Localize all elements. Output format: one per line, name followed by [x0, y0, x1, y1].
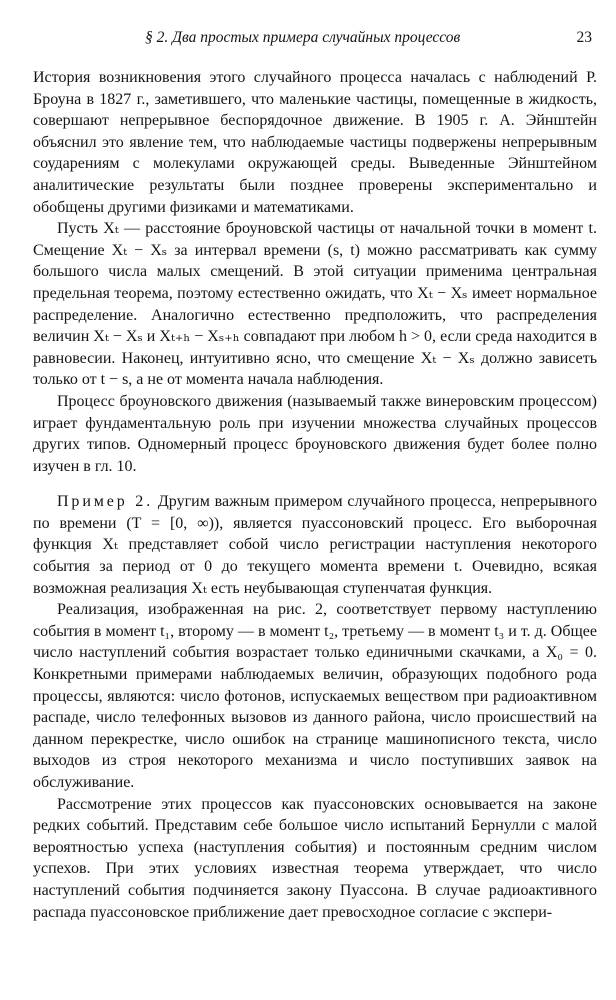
running-head: § 2. Два простых примера случайных процессов	[145, 29, 461, 46]
example-text: Другим важным примером случайного процесса, непрерывного по времени (T = [0, ∞)), является пуассоновский процесс. Его выборочная функция Xₜ представляет собой число регистрации наступления некоторого события за период от 0 до текущего момента времени t. Очевидно, всякая возможная реализация Xₜ есть неубывающая ступенчатая функция.	[33, 493, 597, 597]
example-label: Пример 2.	[57, 493, 154, 511]
paragraph-rare-events: Рассмотрение этих процессов как пуассоновских основывается на законе редких событий. Представим себе большое число испытаний Бернулли с малой вероятностью успеха (наступления события) и постоянным средним числом успехов. При этих условиях известная теорема утверждает, что число наступлений события подчиняется закону Пуассона. В случае радиоактивного распада пуассоновское приближение дает превосходное согласие с экспери-	[33, 795, 597, 921]
page-body	[33, 67, 597, 923]
page-number: 23	[576, 29, 592, 46]
paragraph-wiener-process: Процесс броуновского движения (называемый также винеровским процессом) играет фундаментальную роль при изучении множества случайных процессов других типов. Одномерный процесс броуновского движения будет более полно изучен в гл. 10.	[33, 392, 597, 475]
paragraph-example-2	[33, 491, 597, 599]
paragraph-brown-history: История возникновения этого случайного процесса началась с наблюдений Р. Броуна в 1827 г., заметившего, что маленькие частицы, помещенные в жидкость, совершают непрерывное беспорядочное движение. В 1905 г. А. Эйнштейн объяснил это явление тем, что наблюдаемые частицы подвержены непрерывным соударениям с молекулами окружающей среды. Выведенные Эйнштейном аналитические результаты были позднее проверены экспериментально и обобщены другими физиками и математиками.	[33, 69, 597, 216]
paragraph-brownian-definition: Пусть Xₜ — расстояние броуновской частицы от начальной точки в момент t. Смещение Xₜ − Xₛ за интервал времени (s, t) можно рассматривать как сумму большого числа малых смещений. В этой ситуации применима центральная предельная теорема, поэтому естественно ожидать, что Xₜ − Xₛ имеет нормальное распределение. Аналогично естественно предположить, что распределения величин Xₜ − Xₛ и Xₜ₊ₕ − Xₛ₊ₕ совпадают при любом h > 0, если среда находится в равновесии. Наконец, интуитивно ясно, что смещение Xₜ − Xₛ должно зависеть только от t − s, а не от момента начала наблюдения.	[33, 220, 597, 389]
paragraph-realization: Реализация, изображенная на рис. 2, соответствует первому наступлению события в момент t₁, второму — в момент t₂, третьему — в момент t₃ и т. д. Общее число наступлений события возрастает только единичными скачками, а X₀ = 0. Конкретными примерами наблюдаемых величин, образующих подобного рода процессы, являются: число фотонов, испускаемых веществом при радиоактивном распаде, число телефонных вызовов из данного района, число происшествий на данном перекрестке, число ошибок на странице машинописного текста, число выходов из строя некоторого механизма и число поступивших заявок на обслуживание.	[33, 601, 597, 791]
